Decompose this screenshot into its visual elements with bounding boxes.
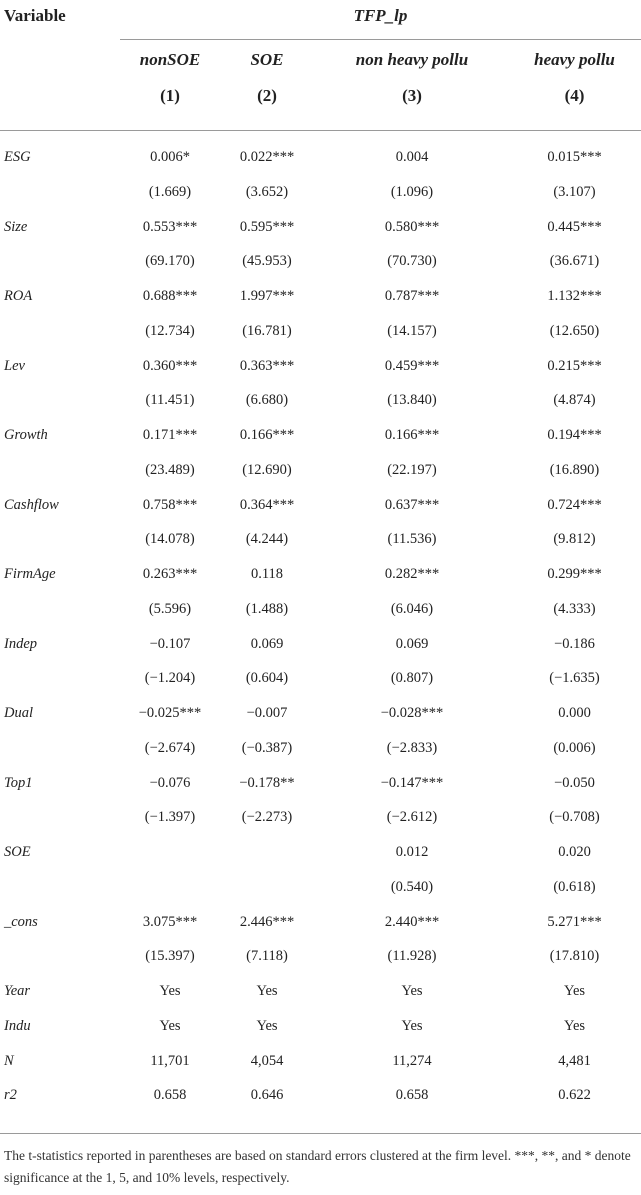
table-cell: Yes (159, 1017, 181, 1034)
table-cell: (16.890) (549, 461, 600, 478)
table-cell: 0.215*** (547, 357, 602, 374)
table-cell: 0.724*** (547, 496, 602, 513)
table-cell: Yes (401, 983, 423, 999)
table-row (0, 731, 641, 766)
table-cell: Yes (256, 983, 278, 999)
table-cell: (−0.708) (549, 809, 600, 826)
table-cell: (11.928) (387, 948, 437, 965)
table-cell: −0.147*** (380, 774, 444, 791)
table-cell: (14.078) (145, 531, 195, 548)
table-cell: (45.953) (242, 253, 292, 270)
table-cell: (14.157) (387, 322, 437, 339)
table-cell: (0.604) (245, 670, 289, 687)
row-label: Size (4, 218, 28, 235)
table-row (0, 905, 641, 940)
table-cell: (−2.612) (386, 809, 438, 826)
row-label: Lev (4, 357, 25, 374)
table-cell: (−1.397) (144, 809, 196, 826)
header-rule (0, 130, 641, 131)
column-number-1: (1) (160, 86, 180, 105)
table-row (0, 140, 641, 175)
row-label: Year (4, 983, 31, 999)
table-cell: 0.360*** (142, 357, 198, 374)
table-cell: 0.445*** (547, 218, 602, 235)
table-cell: (−0.387) (241, 739, 293, 756)
table-cell: (−2.833) (386, 739, 438, 756)
table-row (0, 835, 641, 870)
table-row (0, 314, 641, 349)
column-number-3: (3) (402, 86, 422, 105)
table-cell: (12.690) (242, 461, 292, 478)
table-cell: (4.333) (553, 600, 596, 617)
table-cell: Yes (563, 983, 586, 999)
table-row (0, 1078, 641, 1113)
table-cell: (69.170) (145, 253, 195, 270)
table-cell: −0.178** (239, 774, 295, 791)
table-cell: 0.459*** (384, 357, 440, 374)
table-cell: 0.282*** (384, 566, 440, 582)
table-row (0, 800, 641, 835)
row-label: FirmAge (4, 566, 56, 582)
table-row (0, 453, 641, 488)
table-row (0, 349, 641, 384)
table-cell: 0.012 (395, 844, 429, 860)
row-label: Indu (4, 1017, 31, 1034)
table-cell: (−1.635) (549, 670, 600, 687)
table-row (0, 175, 641, 210)
table-cell: 2.440*** (384, 913, 440, 930)
group-underline (120, 39, 641, 40)
table-footnote (4, 1145, 638, 1189)
table-cell: 0.020 (558, 844, 591, 860)
row-label: ESG (4, 149, 31, 165)
table-cell: (3.107) (553, 183, 596, 200)
table-cell: Yes (401, 1017, 423, 1034)
row-label: Cashflow (4, 496, 59, 513)
table-row (0, 870, 641, 905)
table-cell: 0.595*** (239, 218, 295, 235)
table-cell: (0.540) (390, 878, 434, 895)
table-cell: (6.680) (245, 392, 289, 409)
table-row (0, 1044, 641, 1079)
table-cell: (1.488) (245, 600, 289, 617)
table-cell: (−2.273) (241, 809, 293, 826)
table-cell: −0.076 (149, 774, 191, 791)
table-cell: 0.658 (395, 1087, 429, 1104)
table-cell: Yes (563, 1017, 586, 1034)
table-cell: 0.758*** (142, 496, 198, 513)
table-cell: (0.006) (553, 739, 596, 756)
group-header: TFP_lp (353, 6, 408, 25)
table-cell: (6.046) (390, 600, 434, 617)
row-label: N (4, 1052, 14, 1069)
table-cell: (12.650) (549, 322, 600, 339)
variable-header: Variable (4, 6, 66, 25)
table-row (0, 592, 641, 627)
table-cell: 0.194*** (547, 427, 602, 443)
table-cell: 0.580*** (384, 218, 440, 235)
table-cell: (4.244) (245, 531, 289, 548)
row-label: Dual (4, 705, 33, 721)
table-cell: 4,054 (250, 1052, 284, 1069)
table-cell: 0.263*** (142, 566, 198, 582)
row-label: ROA (4, 288, 33, 304)
table-cell: 0.006* (150, 149, 190, 165)
table-cell: 0.646 (250, 1087, 284, 1104)
row-label: _cons (4, 913, 38, 930)
table-cell: 2.446*** (239, 913, 295, 930)
bottom-rule (0, 1133, 641, 1134)
table-cell: (12.734) (145, 322, 195, 339)
column-header-1: nonSOE (139, 50, 201, 69)
table-cell: (17.810) (549, 948, 600, 965)
table-cell: 0.171*** (142, 427, 198, 443)
table-cell: −0.107 (149, 635, 191, 652)
table-row (0, 939, 641, 974)
footnote-text: The t-statistics reported in parentheses are based on standard errors clustered at the firm level. ***, **, and * denote significance at the 1, 5, and 10% levels, respectively. (4, 1148, 631, 1185)
table-row (0, 488, 641, 523)
table-cell: 4,481 (558, 1052, 591, 1069)
table-cell: (70.730) (387, 253, 437, 270)
table-cell: 0.622 (558, 1087, 591, 1104)
table-row (0, 627, 641, 662)
row-label: Indep (4, 635, 38, 652)
table-row (0, 696, 641, 731)
table-cell: −0.028*** (380, 705, 444, 721)
table-cell: 0.553*** (142, 218, 198, 235)
table-row (0, 418, 641, 453)
table-cell: (4.874) (553, 392, 596, 409)
column-header-4: heavy pollu (534, 50, 615, 69)
table-cell: −0.050 (554, 774, 595, 791)
table-cell: 0.637*** (384, 496, 440, 513)
table-cell: Yes (256, 1017, 278, 1034)
table-row (0, 974, 641, 1009)
table-cell: 0.364*** (239, 496, 295, 513)
table-cell: 0.363*** (239, 357, 295, 374)
table-cell: 0.299*** (547, 566, 602, 582)
table-cell: (0.807) (390, 670, 434, 687)
table-cell: (13.840) (387, 392, 437, 409)
table-row (0, 661, 641, 696)
table-cell: 1.997*** (239, 288, 295, 304)
table-cell: (0.618) (553, 878, 596, 895)
table-cell: 0.022*** (239, 149, 295, 165)
table-row (0, 1009, 641, 1044)
table-cell: (−2.674) (144, 739, 196, 756)
table-cell: 11,701 (150, 1052, 190, 1069)
table-cell: 0.004 (395, 149, 429, 165)
table-cell: −0.025*** (138, 705, 202, 721)
column-number-2: (2) (257, 86, 277, 105)
table-cell: 0.069 (395, 635, 429, 652)
table-cell: (11.536) (387, 531, 437, 548)
table-cell: 3.075*** (142, 913, 198, 930)
column-header-2: SOE (250, 50, 284, 69)
table-row (0, 522, 641, 557)
table-row (0, 557, 641, 592)
table-cell: 0.688*** (142, 288, 198, 304)
table-cell: (5.596) (148, 600, 192, 617)
row-label: Growth (4, 427, 48, 443)
table-cell: 1.132*** (547, 288, 602, 304)
table-cell: (9.812) (553, 531, 596, 548)
table-cell: (22.197) (387, 461, 437, 478)
table-cell: (23.489) (145, 461, 195, 478)
table-cell: 0.118 (250, 566, 284, 582)
table-cell: 11,274 (392, 1052, 432, 1069)
row-label: Top1 (4, 774, 33, 791)
table-cell: 5.271*** (547, 913, 602, 930)
table-cell: (11.451) (145, 392, 195, 409)
table-cell: (7.118) (246, 948, 288, 965)
table-cell: (1.096) (390, 183, 434, 200)
table-cell: 0.787*** (384, 288, 440, 304)
table-cell: 0.015*** (547, 149, 602, 165)
table-cell: 0.069 (250, 635, 284, 652)
table-cell: Yes (159, 983, 181, 999)
table-row (0, 210, 641, 245)
table-row (0, 244, 641, 279)
table-cell: (36.671) (549, 253, 600, 270)
table-cell: (16.781) (242, 322, 292, 339)
column-number-4: (4) (564, 86, 585, 105)
table-cell: 0.166*** (384, 427, 440, 443)
table-cell: (1.669) (148, 183, 192, 200)
column-header-3: non heavy pollu (355, 50, 469, 69)
table-cell: 0.658 (153, 1087, 187, 1104)
table-cell: −0.186 (554, 635, 595, 652)
table-row (0, 383, 641, 418)
table-cell: −0.007 (246, 705, 288, 721)
table-row (0, 279, 641, 314)
table-cell: 0.166*** (239, 427, 295, 443)
table-row (0, 766, 641, 801)
table-cell: 0.000 (558, 705, 591, 721)
table-cell: (3.652) (245, 183, 289, 200)
table-cell: (−1.204) (144, 670, 196, 687)
row-label: r2 (4, 1087, 17, 1104)
row-label: SOE (4, 844, 31, 860)
table-cell: (15.397) (145, 948, 195, 965)
